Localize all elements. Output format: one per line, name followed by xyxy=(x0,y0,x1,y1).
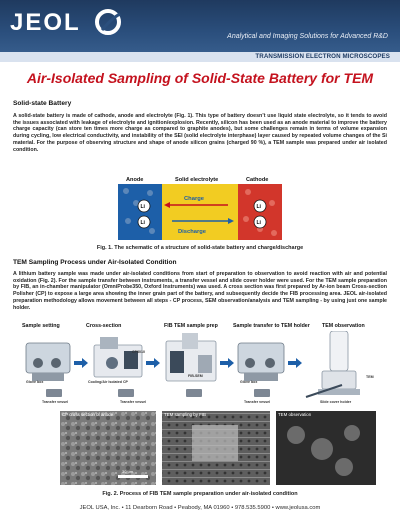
svg-text:Li: Li xyxy=(256,204,261,210)
label-cp-device: Cooling/Air Isolated CP xyxy=(88,380,128,384)
glove-box-icon xyxy=(26,343,70,381)
scale-bar xyxy=(118,475,148,478)
step-transfer: Sample transfer to TEM holder xyxy=(233,323,310,329)
fig2-caption: Fig. 2. Process of FIB TEM sample preparation under air-isolated condition xyxy=(102,491,298,497)
label-tem: TEM xyxy=(366,375,374,379)
panel-title-fib: TEM sampling by FIB xyxy=(164,412,206,417)
glove-box-icon xyxy=(238,343,284,381)
battery-schematic xyxy=(112,175,288,243)
step-sample-setting: Sample setting xyxy=(22,323,60,329)
cathode-label: Cathode xyxy=(246,177,269,183)
label-fib-model: FIB-SEM xyxy=(188,374,203,378)
arrow-icon xyxy=(146,358,160,368)
label-transfer-vessel-1: Transfer vessel xyxy=(42,400,69,404)
step-fib-prep: FIB TEM sample prep xyxy=(164,323,218,329)
arrow-icon xyxy=(74,358,88,368)
page-footer: JEOL USA, Inc. • 11 Dearborn Road • Peabody, MA 01960 • 978.535.5900 • www.jeolusa.com xyxy=(79,505,321,511)
logo-text: JEOL xyxy=(10,9,81,36)
svg-text:Li: Li xyxy=(256,220,261,226)
cp-instrument-icon xyxy=(94,337,142,377)
label-transfer-vessel-3: Transfer vessel xyxy=(244,400,271,404)
micrograph-row xyxy=(60,411,376,485)
arrow-icon xyxy=(288,358,302,368)
page-title: Air-Isolated Sampling of Solid-State Battery for TEM xyxy=(26,70,374,86)
section-label: TRANSMISSION ELECTRON MICROSCOPES xyxy=(255,53,390,60)
scale-bar-label: 30 μm xyxy=(122,469,134,474)
header-tagline: Analytical and Imaging Solutions for Advanced R&D xyxy=(227,33,388,40)
label-transfer-vessel-2: Transfer vessel xyxy=(120,400,147,404)
process-figure xyxy=(22,323,382,486)
section1-heading: Solid-state Battery xyxy=(13,100,72,107)
discharge-label: Discharge xyxy=(178,229,207,235)
section2-paragraph: A lithium battery sample was made under air-isolated conditions from start of preparation to observation to avoid reaction with air and potential oxidation (Fig. 2). For the sample transfer between instruments, a transfer vessel and slide cover holder were used. For the TEM sample preparation by FIB, an in-chamber manipulator (OmniProbe350, Oxford Instruments) was used. A cross section was first prepared by Ar-ion beam Cross-section Polisher (CP) to expose a large area showing the inner grain part of the battery, and subsequently decide the FIB processing area. JEOL air-isolated preparation methodology allows movement between all steps - CP process, SEM observation/analysis and TEM sampling - by using just one sample holder. xyxy=(13,271,387,311)
arrow-icon xyxy=(220,358,234,368)
svg-text:Li: Li xyxy=(140,204,145,210)
cp-cross-section-image xyxy=(60,411,156,485)
panel-title-tem: TEM observation xyxy=(278,412,312,417)
label-glove-box-1: Glove box xyxy=(26,380,44,384)
fig1-caption: Fig. 1. The schematic of a structure of solid-state battery and charge/discharge xyxy=(96,245,304,251)
label-slide-holder: Slide cover holder xyxy=(320,400,352,404)
section1-paragraph: A solid-state battery is made of cathode, anode and electrolyte (Fig. 1). This type of battery doesn’t use liquid state electrolyte, so it tends to avoid the issues associated with leakage of electrolyte and ignition/explosion. Recently, silicon has been used as an anode material to improve the battery charge capacity (can store ten times more charge as compared to graphite anodes), but some challenges remain in terms of volume expansion during cycling, low electrical conductivity, and instability of the SEI (solid electrolyte interphase) layer caused by repeated volume changes of the Si material. For the purpose of observing structure and shape of anode silicon grains (charged 90 %), a TEM sample was prepared under air isolated condition. xyxy=(13,113,387,153)
transfer-vessel-icon xyxy=(46,389,270,397)
section2-heading: TEM Sampling Process under Air-Isolated Condition xyxy=(13,259,177,266)
charge-label: Charge xyxy=(184,196,204,202)
jeol-logo xyxy=(8,6,128,38)
label-cp-model: CP8010 xyxy=(132,350,145,354)
equipment-row xyxy=(22,331,382,409)
svg-text:Li: Li xyxy=(140,220,145,226)
label-glove-box-2: Glove box xyxy=(240,380,258,384)
panel-title-cp: CP cross section of anode xyxy=(62,412,114,417)
anode-label: Anode xyxy=(126,177,144,183)
step-tem-observation: TEM observation xyxy=(322,323,365,329)
step-cross-section: Cross-section xyxy=(86,323,122,329)
electrolyte-label: Solid electrolyte xyxy=(175,177,219,183)
